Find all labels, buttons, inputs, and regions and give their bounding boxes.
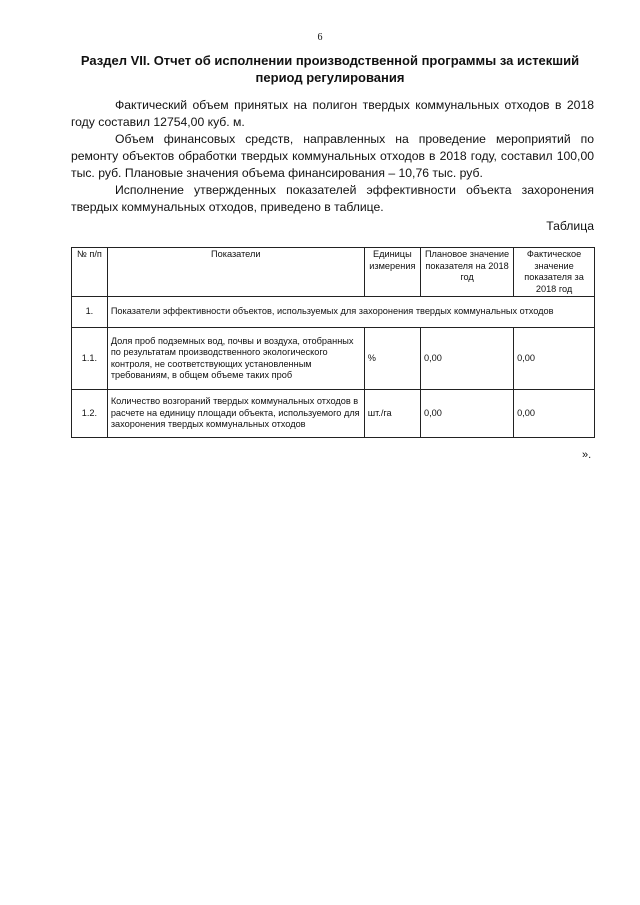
row-indicator: Доля проб подземных вод, почвы и воздуха, отобранных по результатам производственного экологического контроля, не соответствующих установленным требованиям, в общем объеме таких проб (107, 328, 364, 390)
page-number: 6 (317, 32, 323, 43)
header-indicator: Показатели (107, 248, 364, 297)
row-plan: 0,00 (420, 390, 513, 438)
paragraph: Объем финансовых средств, направленных на проведение мероприятий по ремонту объектов обработки твердых коммунальных отходов в 2018 году, составил 100,00 тыс. руб. Плановые значения объема финансирования – 10,76 тыс. руб. (71, 132, 594, 180)
paragraph: Фактический объем принятых на полигон твердых коммунальных отходов в 2018 году составил 12754,00 куб. м. (71, 98, 594, 129)
row-unit: шт./га (364, 390, 420, 438)
table-header-row (72, 248, 595, 297)
row-fact: 0,00 (514, 390, 595, 438)
section-text: Показатели эффективности объектов, используемых для захоронения твердых коммунальных отходов (107, 297, 594, 328)
section-title: Раздел VII. Отчет об исполнении производственной программы за истекший период регулирования (80, 53, 580, 85)
row-fact: 0,00 (514, 328, 595, 390)
row-unit: % (364, 328, 420, 390)
table-row (72, 328, 595, 390)
header-plan: Плановое значение показателя на 2018 год (420, 248, 513, 297)
indicators-table (71, 247, 595, 438)
row-indicator: Количество возгораний твердых коммунальных отходов в расчете на единицу площади объекта, используемого для захоронения твердых коммунальных отходов (107, 390, 364, 438)
header-fact: Фактическое значение показателя за 2018 год (514, 248, 595, 297)
body-text (71, 97, 594, 216)
table-row (72, 390, 595, 438)
paragraph: Исполнение утвержденных показателей эффективности объекта захоронения твердых коммунальных отходов, приведено в таблице. (71, 183, 594, 214)
section-num: 1. (72, 297, 108, 328)
table-section-row (72, 297, 595, 328)
header-num: № п/п (72, 248, 108, 297)
row-num: 1.2. (72, 390, 108, 438)
row-plan: 0,00 (420, 328, 513, 390)
row-num: 1.1. (72, 328, 108, 390)
header-unit: Единицы измерения (364, 248, 420, 297)
closing-quote: ». (582, 449, 592, 461)
table-caption: Таблица (546, 219, 594, 233)
